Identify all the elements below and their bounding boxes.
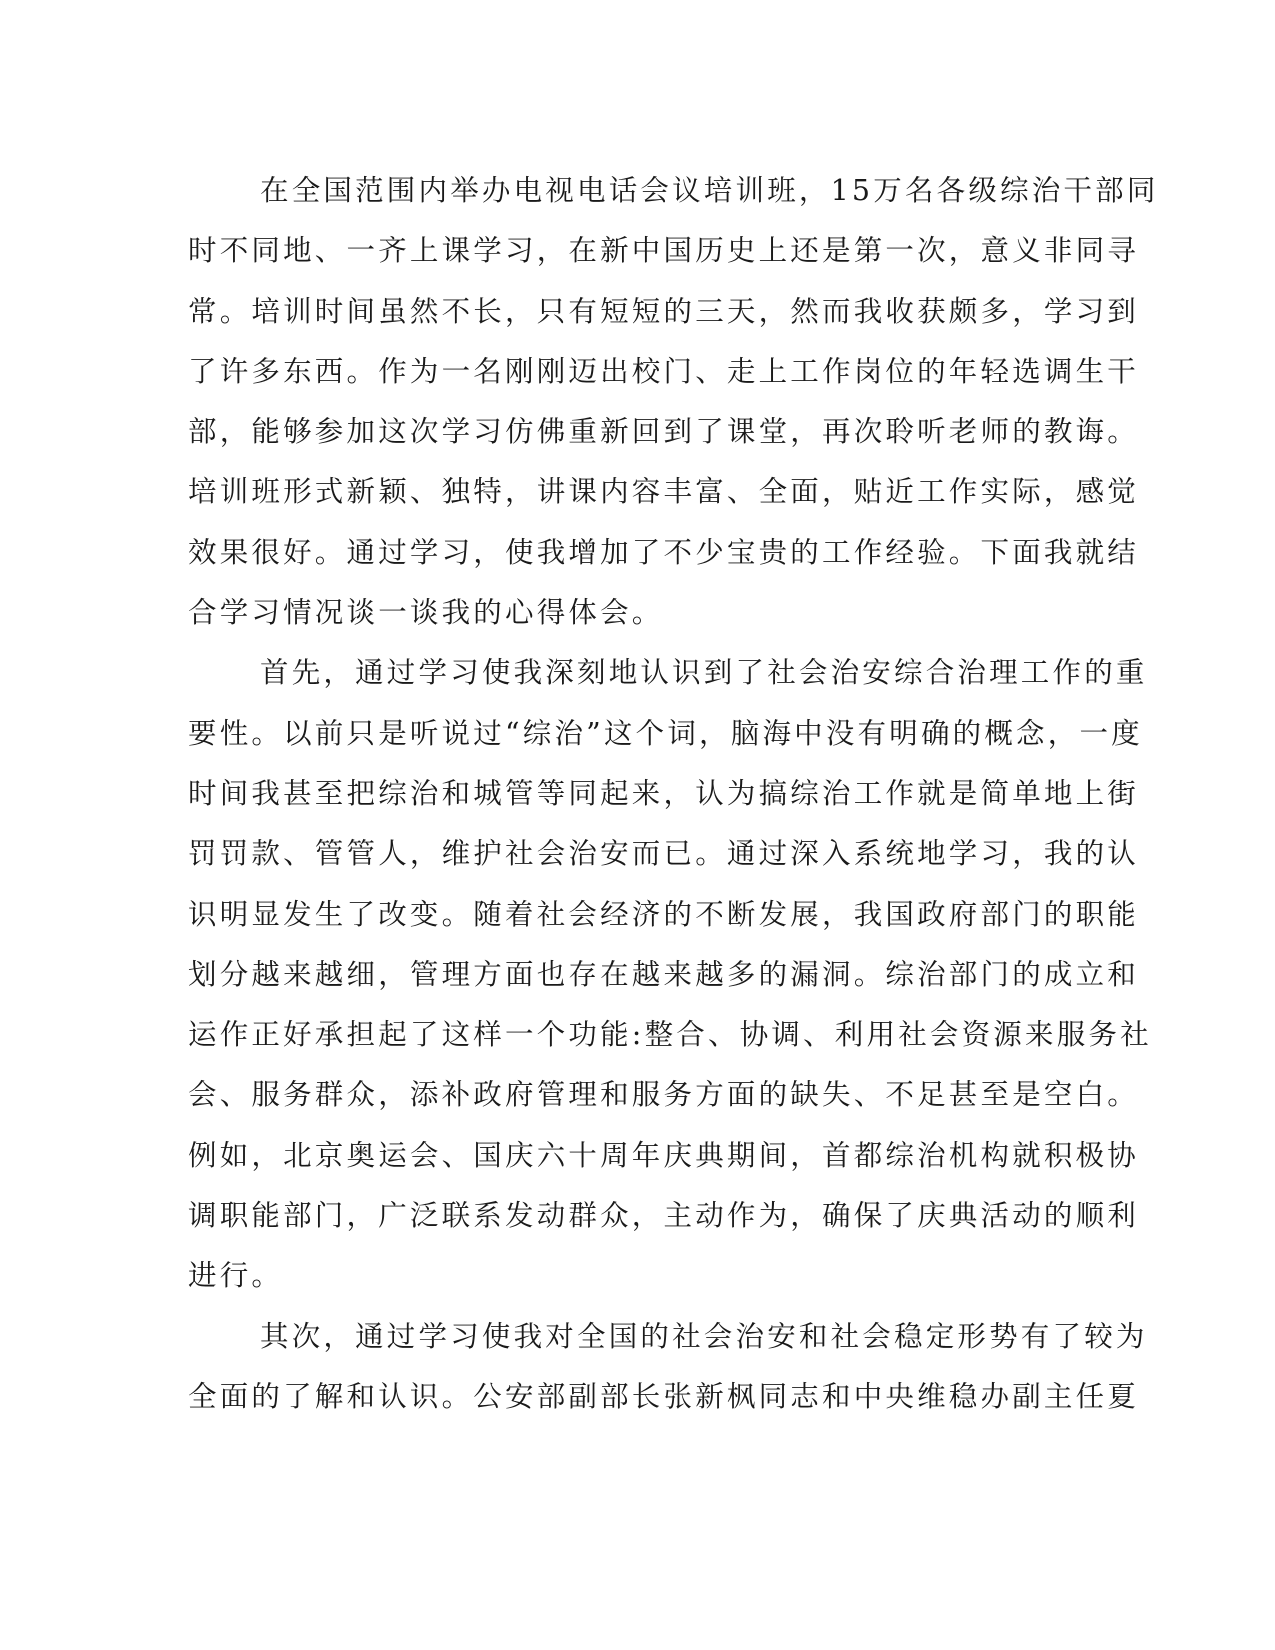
text-line: 其次，通过学习使我对全国的社会治安和社会稳定形势有了较为 [260,1319,1148,1353]
text-line: 例如，北京奥运会、国庆六十周年庆典期间，首都综治机构就积极协 [188,1138,1140,1172]
paragraph-2 [188,643,1152,1306]
text-line: 效果很好。通过学习，使我增加了不少宝贵的工作经验。下面我就结 [188,535,1140,569]
paragraph-3 [188,1307,1148,1428]
paragraph-1 [188,161,1159,643]
text-line: 部，能够参加这次学习仿佛重新回到了课堂，再次聆听老师的教诲。 [188,415,1140,449]
text-line: 进行。 [188,1259,284,1293]
text-line: 会、服务群众，添补政府管理和服务方面的缺失、不足甚至是空白。 [188,1078,1140,1112]
text-line: 时不同地、一齐上课学习，在新中国历史上还是第一次，意义非同寻 [188,234,1140,268]
text-line: 在全国范围内举办电视电话会议培训班，15万名各级综治干部同 [260,174,1159,207]
text-line: 合学习情况谈一谈我的心得体会。 [188,596,664,630]
text-line: 划分越来越细，管理方面也存在越来越多的漏洞。综治部门的成立和 [188,957,1140,991]
document-body [188,161,1159,1427]
text-line: 了许多东西。作为一名刚刚迈出校门、走上工作岗位的年轻选调生干 [188,354,1140,388]
text-line: 调职能部门，广泛联系发动群众，主动作为，确保了庆典活动的顺利 [188,1199,1140,1233]
text-line: 运作正好承担起了这样一个功能:整合、协调、利用社会资源来服务社 [188,1018,1152,1052]
text-line: 培训班形式新颖、独特，讲课内容丰富、全面，贴近工作实际，感觉 [188,475,1140,509]
text-line: 要性。以前只是听说过“综治”这个词，脑海中没有明确的概念，一度 [188,716,1143,750]
text-line: 时间我甚至把综治和城管等同起来，认为搞综治工作就是简单地上街 [188,776,1140,810]
text-line: 常。培训时间虽然不长，只有短短的三天，然而我收获颇多，学习到 [188,294,1140,328]
text-line: 首先，通过学习使我深刻地认识到了社会治安综合治理工作的重 [260,656,1148,690]
text-line: 全面的了解和认识。公安部副部长张新枫同志和中央维稳办副主任夏 [188,1379,1140,1413]
text-line: 识明显发生了改变。随着社会经济的不断发展，我国政府部门的职能 [188,897,1140,931]
text-line: 罚罚款、管管人，维护社会治安而已。通过深入系统地学习，我的认 [188,837,1140,871]
